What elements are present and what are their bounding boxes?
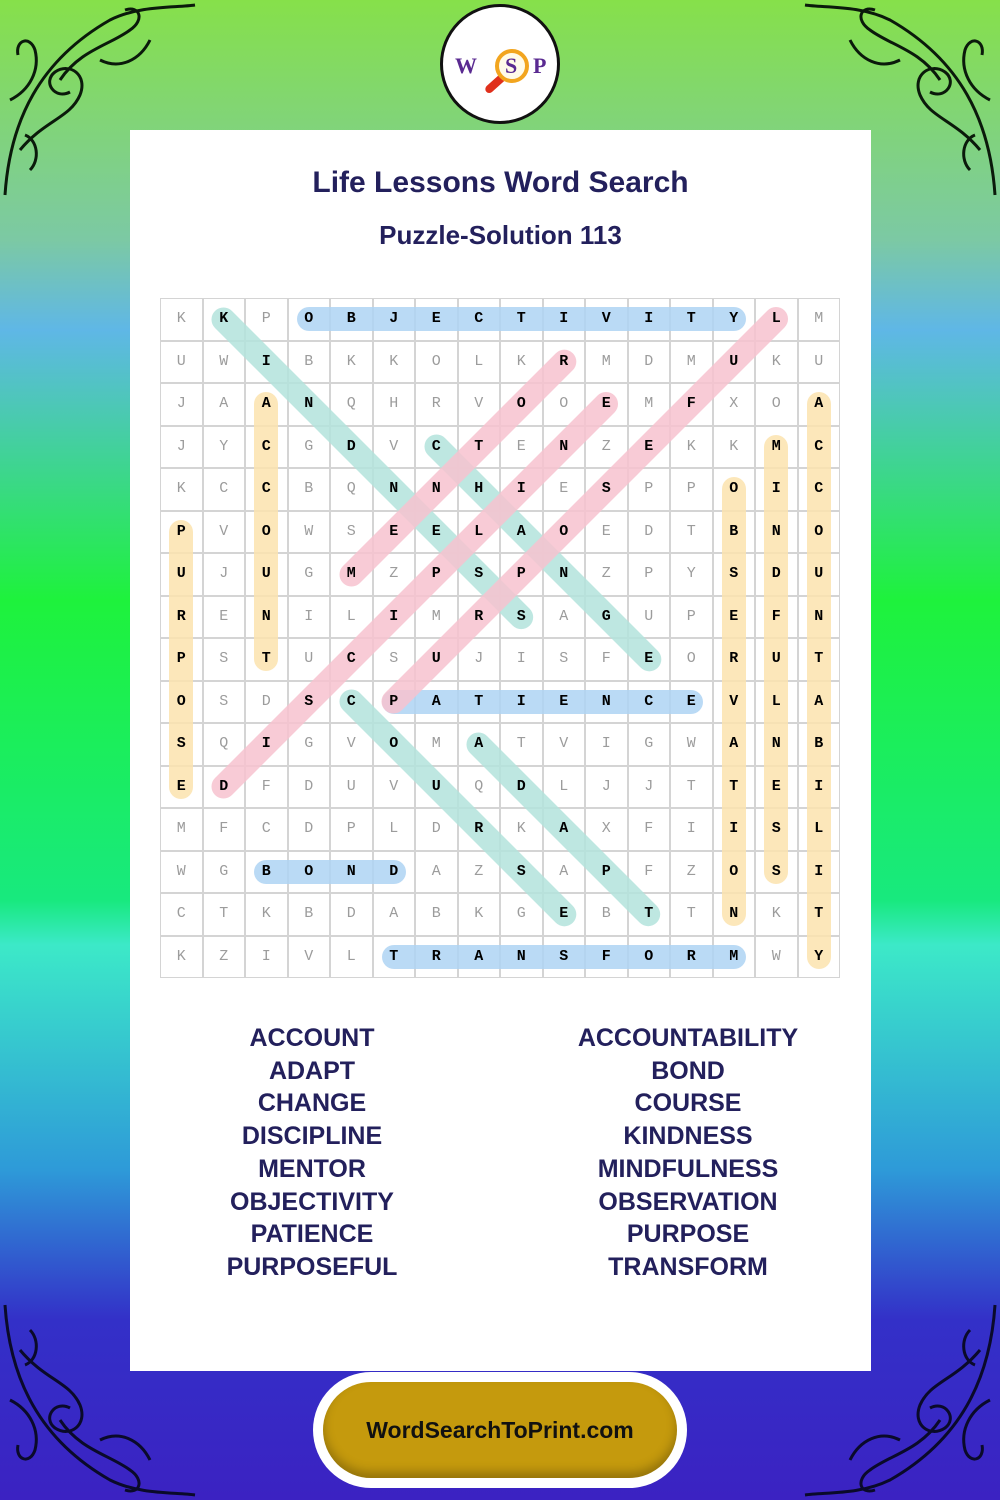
grid-letter[interactable]: G [304,437,314,455]
grid-letter-found[interactable]: E [431,522,441,540]
grid-letter-found[interactable]: D [219,777,229,795]
grid-letter-found[interactable]: O [644,947,654,965]
grid-letter-found[interactable]: E [771,777,781,795]
grid-letter[interactable]: T [219,905,229,922]
grid-letter-found[interactable]: B [729,522,739,540]
grid-letter[interactable]: K [176,480,186,497]
grid-letter-found[interactable]: T [474,692,484,710]
grid-letter[interactable]: U [176,352,186,370]
grid-letter[interactable]: B [304,905,314,922]
grid-letter-found[interactable]: I [559,310,569,327]
grid-letter-found[interactable]: C [431,437,441,455]
grid-letter[interactable]: M [431,607,441,625]
word-list-item: COURSE [634,1089,742,1118]
grid-letter[interactable]: P [686,607,696,625]
grid-letter-found[interactable]: J [389,310,399,327]
grid-letter-found[interactable]: L [814,820,824,837]
grid-letter[interactable]: W [219,352,229,370]
grid-letter-found[interactable]: R [176,607,186,625]
word-list-left [162,1022,462,1284]
grid-letter[interactable]: C [176,905,186,922]
grid-letter-found[interactable]: B [261,862,271,880]
word-list-item: MENTOR [258,1154,366,1183]
grid-letter-found[interactable]: A [729,735,739,752]
grid-letter-found[interactable]: I [729,820,739,837]
grid-letter[interactable]: L [559,777,569,795]
grid-letter-found[interactable]: T [814,650,824,667]
grid-letter[interactable]: G [304,735,314,752]
grid-letter-found[interactable]: E [729,607,739,625]
grid-letter[interactable]: D [346,905,356,922]
grid-letter[interactable]: M [601,352,611,370]
grid-letter[interactable]: G [516,905,526,922]
grid-letter[interactable]: G [219,862,229,880]
grid-letter[interactable]: D [304,777,314,795]
grid-letter-found[interactable]: V [729,692,739,710]
grid-letter-found[interactable]: K [219,310,229,327]
grid-letter-found[interactable]: S [176,735,186,752]
grid-letter[interactable]: P [261,310,271,327]
grid-letter-found[interactable]: T [729,777,739,795]
grid-letter[interactable]: K [516,352,526,370]
word-list-item: CHANGE [257,1089,367,1118]
grid-letter[interactable]: J [474,650,484,667]
grid-letter[interactable]: X [601,820,611,837]
grid-letter-found[interactable]: P [176,650,186,667]
page-subtitle: Puzzle-Solution 113 [379,220,622,250]
grid-letter-found[interactable]: N [559,437,569,455]
grid-letter[interactable]: G [644,735,654,752]
grid-letter-found[interactable]: A [431,692,441,710]
grid-letter-found[interactable]: O [516,395,526,412]
grid-letter-found[interactable]: O [389,735,399,752]
grid-letter-found[interactable]: T [686,310,696,327]
grid-letter[interactable]: Z [219,947,229,965]
grid-letter-found[interactable]: S [304,692,314,710]
grid-letter[interactable]: F [644,862,654,880]
grid-letter[interactable]: J [644,777,654,795]
grid-letter[interactable]: K [261,905,271,922]
grid-letter[interactable]: M [176,820,186,837]
grid-letter-found[interactable]: S [771,820,781,837]
grid-letter[interactable]: W [771,947,781,965]
grid-letter[interactable]: V [559,735,569,752]
grid-letter[interactable]: V [346,735,356,752]
grid-letter[interactable]: Z [474,862,484,880]
word-list-item: TRANSFORM [608,1252,768,1281]
grid-letter-found[interactable]: E [559,692,569,710]
grid-letter[interactable]: J [601,777,611,795]
wsp-logo[interactable] [440,4,560,124]
grid-letter[interactable]: V [389,777,399,795]
grid-letter[interactable]: H [389,395,399,412]
grid-letter[interactable]: A [219,395,229,412]
grid-letter[interactable]: F [644,820,654,837]
grid-letter-found[interactable]: T [261,650,271,667]
grid-letter-found[interactable]: Y [814,947,824,965]
grid-letter[interactable]: E [601,522,611,540]
word-list-item: ACCOUNTABILITY [577,1024,799,1052]
grid-letter-found[interactable]: C [261,480,271,497]
word-list-item: PURPOSE [626,1220,750,1249]
logo-letter-p: P [533,53,547,78]
grid-letter-found[interactable]: O [729,862,739,880]
grid-letter[interactable]: V [219,522,229,540]
grid-letter[interactable]: A [389,905,399,922]
grid-letter[interactable]: M [686,352,696,370]
grid-letter-found[interactable]: T [389,947,399,965]
grid-letter-found[interactable]: I [516,480,526,497]
grid-letter-found[interactable]: E [431,310,441,327]
grid-letter-found[interactable]: S [559,947,569,965]
grid-letter[interactable]: F [219,820,229,837]
grid-letter-found[interactable]: U [729,352,739,370]
word-list-item: PATIENCE [250,1220,374,1249]
grid-letter[interactable]: Z [686,862,696,880]
grid-letter-found[interactable]: C [261,437,271,455]
grid-letter-found[interactable]: C [814,437,824,455]
logo-letter-w: W [455,53,477,78]
grid-letter[interactable]: K [771,905,781,922]
word-list-item: OBSERVATION [598,1187,778,1216]
grid-letter-found[interactable]: S [516,607,526,625]
grid-letter[interactable]: K [389,352,399,370]
grid-letter-found[interactable]: N [559,565,569,582]
grid-letter-found[interactable]: A [474,947,484,965]
grid-letter-found[interactable]: B [814,735,824,752]
grid-letter-found[interactable]: O [304,310,314,327]
grid-letter-found[interactable]: O [176,692,186,710]
grid-letter-found[interactable]: I [516,692,526,710]
grid-letter-found[interactable]: P [176,522,186,540]
grid-letter[interactable]: T [516,735,526,752]
grid-letter[interactable]: Z [601,565,611,582]
word-list-item: MINDFULNESS [597,1154,779,1183]
grid-letter[interactable]: I [686,820,696,837]
grid-letter-found[interactable]: N [389,480,399,497]
grid-letter[interactable]: K [729,437,739,455]
grid-letter-found[interactable]: A [516,522,526,540]
grid-letter-found[interactable]: U [261,565,271,582]
grid-letter-found[interactable]: N [516,947,526,965]
grid-letter[interactable]: I [516,650,526,667]
grid-letter-found[interactable]: F [601,947,611,965]
grid-letter[interactable]: Q [219,735,229,752]
grid-letter-found[interactable]: O [261,522,271,540]
grid-letter-found[interactable]: O [559,522,569,540]
grid-letter[interactable]: L [474,352,484,370]
grid-letter[interactable]: S [219,650,229,667]
grid-letter-found[interactable]: E [686,692,696,710]
grid-letter-found[interactable]: C [346,650,356,667]
grid-letter[interactable]: Q [346,395,356,412]
grid-letter-found[interactable]: I [261,352,271,370]
grid-letter[interactable]: D [644,352,654,370]
grid-letter[interactable]: Z [389,565,399,582]
grid-letter[interactable]: U [346,777,356,795]
grid-letter-found[interactable]: N [771,735,781,752]
page-title: Life Lessons Word Search [312,166,689,199]
word-list-item: DISCIPLINE [241,1122,383,1151]
grid-letter-found[interactable]: U [431,777,441,795]
grid-letter-found[interactable]: I [771,480,781,497]
grid-letter-found[interactable]: F [771,607,781,625]
word-list-right [538,1022,838,1284]
grid-letter[interactable]: M [814,310,824,327]
grid-letter-found[interactable]: U [431,650,441,667]
grid-letter[interactable]: S [389,650,399,667]
grid-letter[interactable]: M [644,395,654,412]
grid-letter[interactable]: V [304,947,314,965]
grid-letter-found[interactable]: R [729,650,739,667]
grid-letter-found[interactable]: D [771,565,781,582]
grid-letter-found[interactable]: R [431,947,441,965]
grid-letter[interactable]: R [431,395,441,412]
grid-letter-found[interactable]: C [644,692,654,710]
grid-letter[interactable]: L [346,947,356,965]
grid-letter[interactable]: U [814,352,824,370]
grid-letter-found[interactable]: R [559,352,569,370]
grid-letter-found[interactable]: S [516,862,526,880]
grid-letter-found[interactable]: T [814,905,824,922]
grid-letter-found[interactable]: S [601,480,611,497]
grid-letter-found[interactable]: I [389,607,399,625]
grid-letter[interactable]: K [516,820,526,837]
grid-letter-found[interactable]: D [389,862,399,880]
grid-letter-found[interactable]: N [304,395,314,412]
puzzle-grid[interactable] [160,298,840,978]
grid-letter-found[interactable]: E [644,437,654,455]
grid-letter-found[interactable]: C [346,692,356,710]
grid-letter[interactable]: A [431,862,441,880]
grid-letter[interactable]: K [771,352,781,370]
grid-letter[interactable]: A [559,862,569,880]
grid-letter-found[interactable]: I [261,735,271,752]
grid-letter[interactable]: W [304,522,314,540]
grid-letter[interactable]: B [601,905,611,922]
grid-letter[interactable]: Y [686,565,696,582]
word-list-item: KINDNESS [623,1122,753,1151]
word-list-item: ACCOUNT [249,1024,375,1052]
grid-letter-found[interactable]: U [814,565,824,582]
grid-letter-found[interactable]: P [516,565,526,582]
grid-letter-found[interactable]: R [686,947,696,965]
grid-letter[interactable]: Y [219,437,229,455]
word-list-item: PURPOSEFUL [226,1252,398,1281]
grid-letter[interactable]: K [474,905,484,922]
grid-letter-found[interactable]: B [346,310,356,327]
grid-letter-found[interactable]: M [346,565,356,582]
grid-letter-found[interactable]: T [644,905,654,922]
grid-letter[interactable]: X [729,395,739,412]
grid-letter[interactable]: K [346,352,356,370]
grid-letter-found[interactable]: S [771,862,781,880]
grid-letter-found[interactable]: E [601,395,611,412]
grid-letter[interactable]: K [176,310,186,327]
grid-letter-found[interactable]: I [814,862,824,880]
grid-letter-found[interactable]: R [474,820,484,837]
grid-letter[interactable]: D [644,522,654,540]
grid-letter[interactable]: D [431,820,441,837]
grid-letter[interactable]: G [304,565,314,582]
grid-letter-found[interactable]: M [771,437,781,455]
grid-letter-found[interactable]: P [389,692,399,710]
grid-letter[interactable]: F [601,650,611,667]
grid-letter[interactable]: K [686,437,696,455]
grid-letter[interactable]: Q [346,480,356,497]
website-link[interactable]: WordSearchToPrint.com [323,1382,677,1478]
grid-letter-found[interactable]: A [814,692,824,710]
grid-letter-found[interactable]: N [431,480,441,497]
grid-letter[interactable]: V [474,395,484,412]
grid-letter-found[interactable]: E [559,905,569,922]
grid-letter[interactable]: D [261,692,271,710]
grid-letter[interactable]: K [176,947,186,965]
grid-letter[interactable]: I [304,607,314,625]
word-list-item: OBJECTIVITY [230,1187,394,1216]
grid-letter-found[interactable]: P [601,862,611,880]
grid-letter-found[interactable]: D [346,437,356,455]
grid-letter[interactable]: P [686,480,696,497]
grid-letter[interactable]: L [389,820,399,837]
grid-letter-found[interactable]: U [176,565,186,582]
grid-letter-found[interactable]: N [729,905,739,922]
grid-letter-found[interactable]: L [771,692,781,710]
grid-letter[interactable]: M [431,735,441,752]
word-list-item: ADAPT [268,1056,356,1085]
grid-letter-found[interactable]: A [261,395,271,412]
grid-letter-found[interactable]: P [431,565,441,582]
grid-letter-found[interactable]: G [601,607,611,625]
grid-letter[interactable]: D [304,820,314,837]
word-list-item: BOND [651,1056,725,1085]
grid-letter[interactable]: E [219,607,229,625]
grid-letter[interactable]: O [431,352,441,370]
grid-letter[interactable]: E [516,437,526,455]
grid-letter[interactable]: P [644,565,654,582]
logo-letter-s: S [505,53,518,78]
grid-letter[interactable]: O [771,395,781,412]
grid-letter[interactable]: S [559,650,569,667]
grid-letter[interactable]: Z [601,437,611,455]
grid-letter[interactable]: U [304,650,314,667]
grid-letter-found[interactable]: N [771,522,781,540]
grid-letter[interactable]: O [686,650,696,667]
grid-letter[interactable]: J [219,565,229,582]
grid-letter[interactable]: B [304,352,314,370]
grid-letter[interactable]: W [686,735,696,752]
grid-letter[interactable]: I [261,947,271,965]
grid-letter[interactable]: P [644,480,654,497]
grid-letter-found[interactable]: N [601,692,611,710]
grid-letter[interactable]: L [346,607,356,625]
grid-letter-found[interactable]: Y [729,310,739,327]
grid-letter-found[interactable]: O [304,862,314,880]
grid-letter[interactable]: F [261,777,271,795]
grid-letter[interactable]: V [389,437,399,455]
grid-letter-found[interactable]: M [729,947,739,965]
grid-letter[interactable]: C [261,820,271,837]
grid-letter-found[interactable]: N [346,862,356,880]
grid-letter-found[interactable]: U [771,650,781,667]
grid-letter-found[interactable]: E [176,777,186,795]
grid-letter[interactable]: U [644,607,654,625]
grid-letter-found[interactable]: D [516,777,526,795]
grid-letter-found[interactable]: C [814,480,824,497]
grid-letter[interactable]: P [346,820,356,837]
grid-letter-found[interactable]: A [814,395,824,412]
grid-letter-found[interactable]: T [516,310,526,327]
grid-letter-found[interactable]: L [771,310,781,327]
grid-letter[interactable]: W [176,862,186,880]
grid-letter-found[interactable]: S [729,565,739,582]
grid-letter[interactable]: T [686,777,696,795]
grid-letter-found[interactable]: T [474,437,484,455]
grid-letter[interactable]: T [686,905,696,922]
grid-letter-found[interactable]: A [474,735,484,752]
grid-letter-found[interactable]: N [261,607,271,625]
grid-letter-found[interactable]: H [474,480,484,497]
grid-letter[interactable]: O [559,395,569,412]
grid-letter-found[interactable]: E [389,522,399,540]
grid-letter-found[interactable]: F [686,395,696,412]
grid-letter-found[interactable]: N [814,607,824,625]
grid-letter-found[interactable]: I [644,310,654,327]
grid-letter-found[interactable]: O [814,522,824,540]
grid-letter[interactable]: J [176,437,186,455]
grid-letter-found[interactable]: L [474,522,484,540]
grid-letter-found[interactable]: I [814,777,824,795]
grid-letter-found[interactable]: S [474,565,484,582]
grid-letter[interactable]: T [686,522,696,540]
grid-letter[interactable]: B [304,480,314,497]
grid-letter-found[interactable]: R [474,607,484,625]
grid-letter[interactable]: J [176,395,186,412]
grid-letter-found[interactable]: E [644,650,654,667]
grid-letter-found[interactable]: C [474,310,484,327]
grid-letter[interactable]: S [346,522,356,540]
grid-letter[interactable]: S [219,692,229,710]
grid-letter[interactable]: A [559,607,569,625]
grid-letter-found[interactable]: A [559,820,569,837]
website-badge[interactable] [313,1372,687,1488]
grid-letter-found[interactable]: O [729,480,739,497]
grid-letter[interactable]: B [431,905,441,922]
grid-letter[interactable]: I [601,735,611,752]
grid-letter-found[interactable]: V [601,310,611,327]
grid-letter[interactable]: C [219,480,229,497]
grid-letter[interactable]: Q [474,777,484,795]
grid-letter[interactable]: E [559,480,569,497]
